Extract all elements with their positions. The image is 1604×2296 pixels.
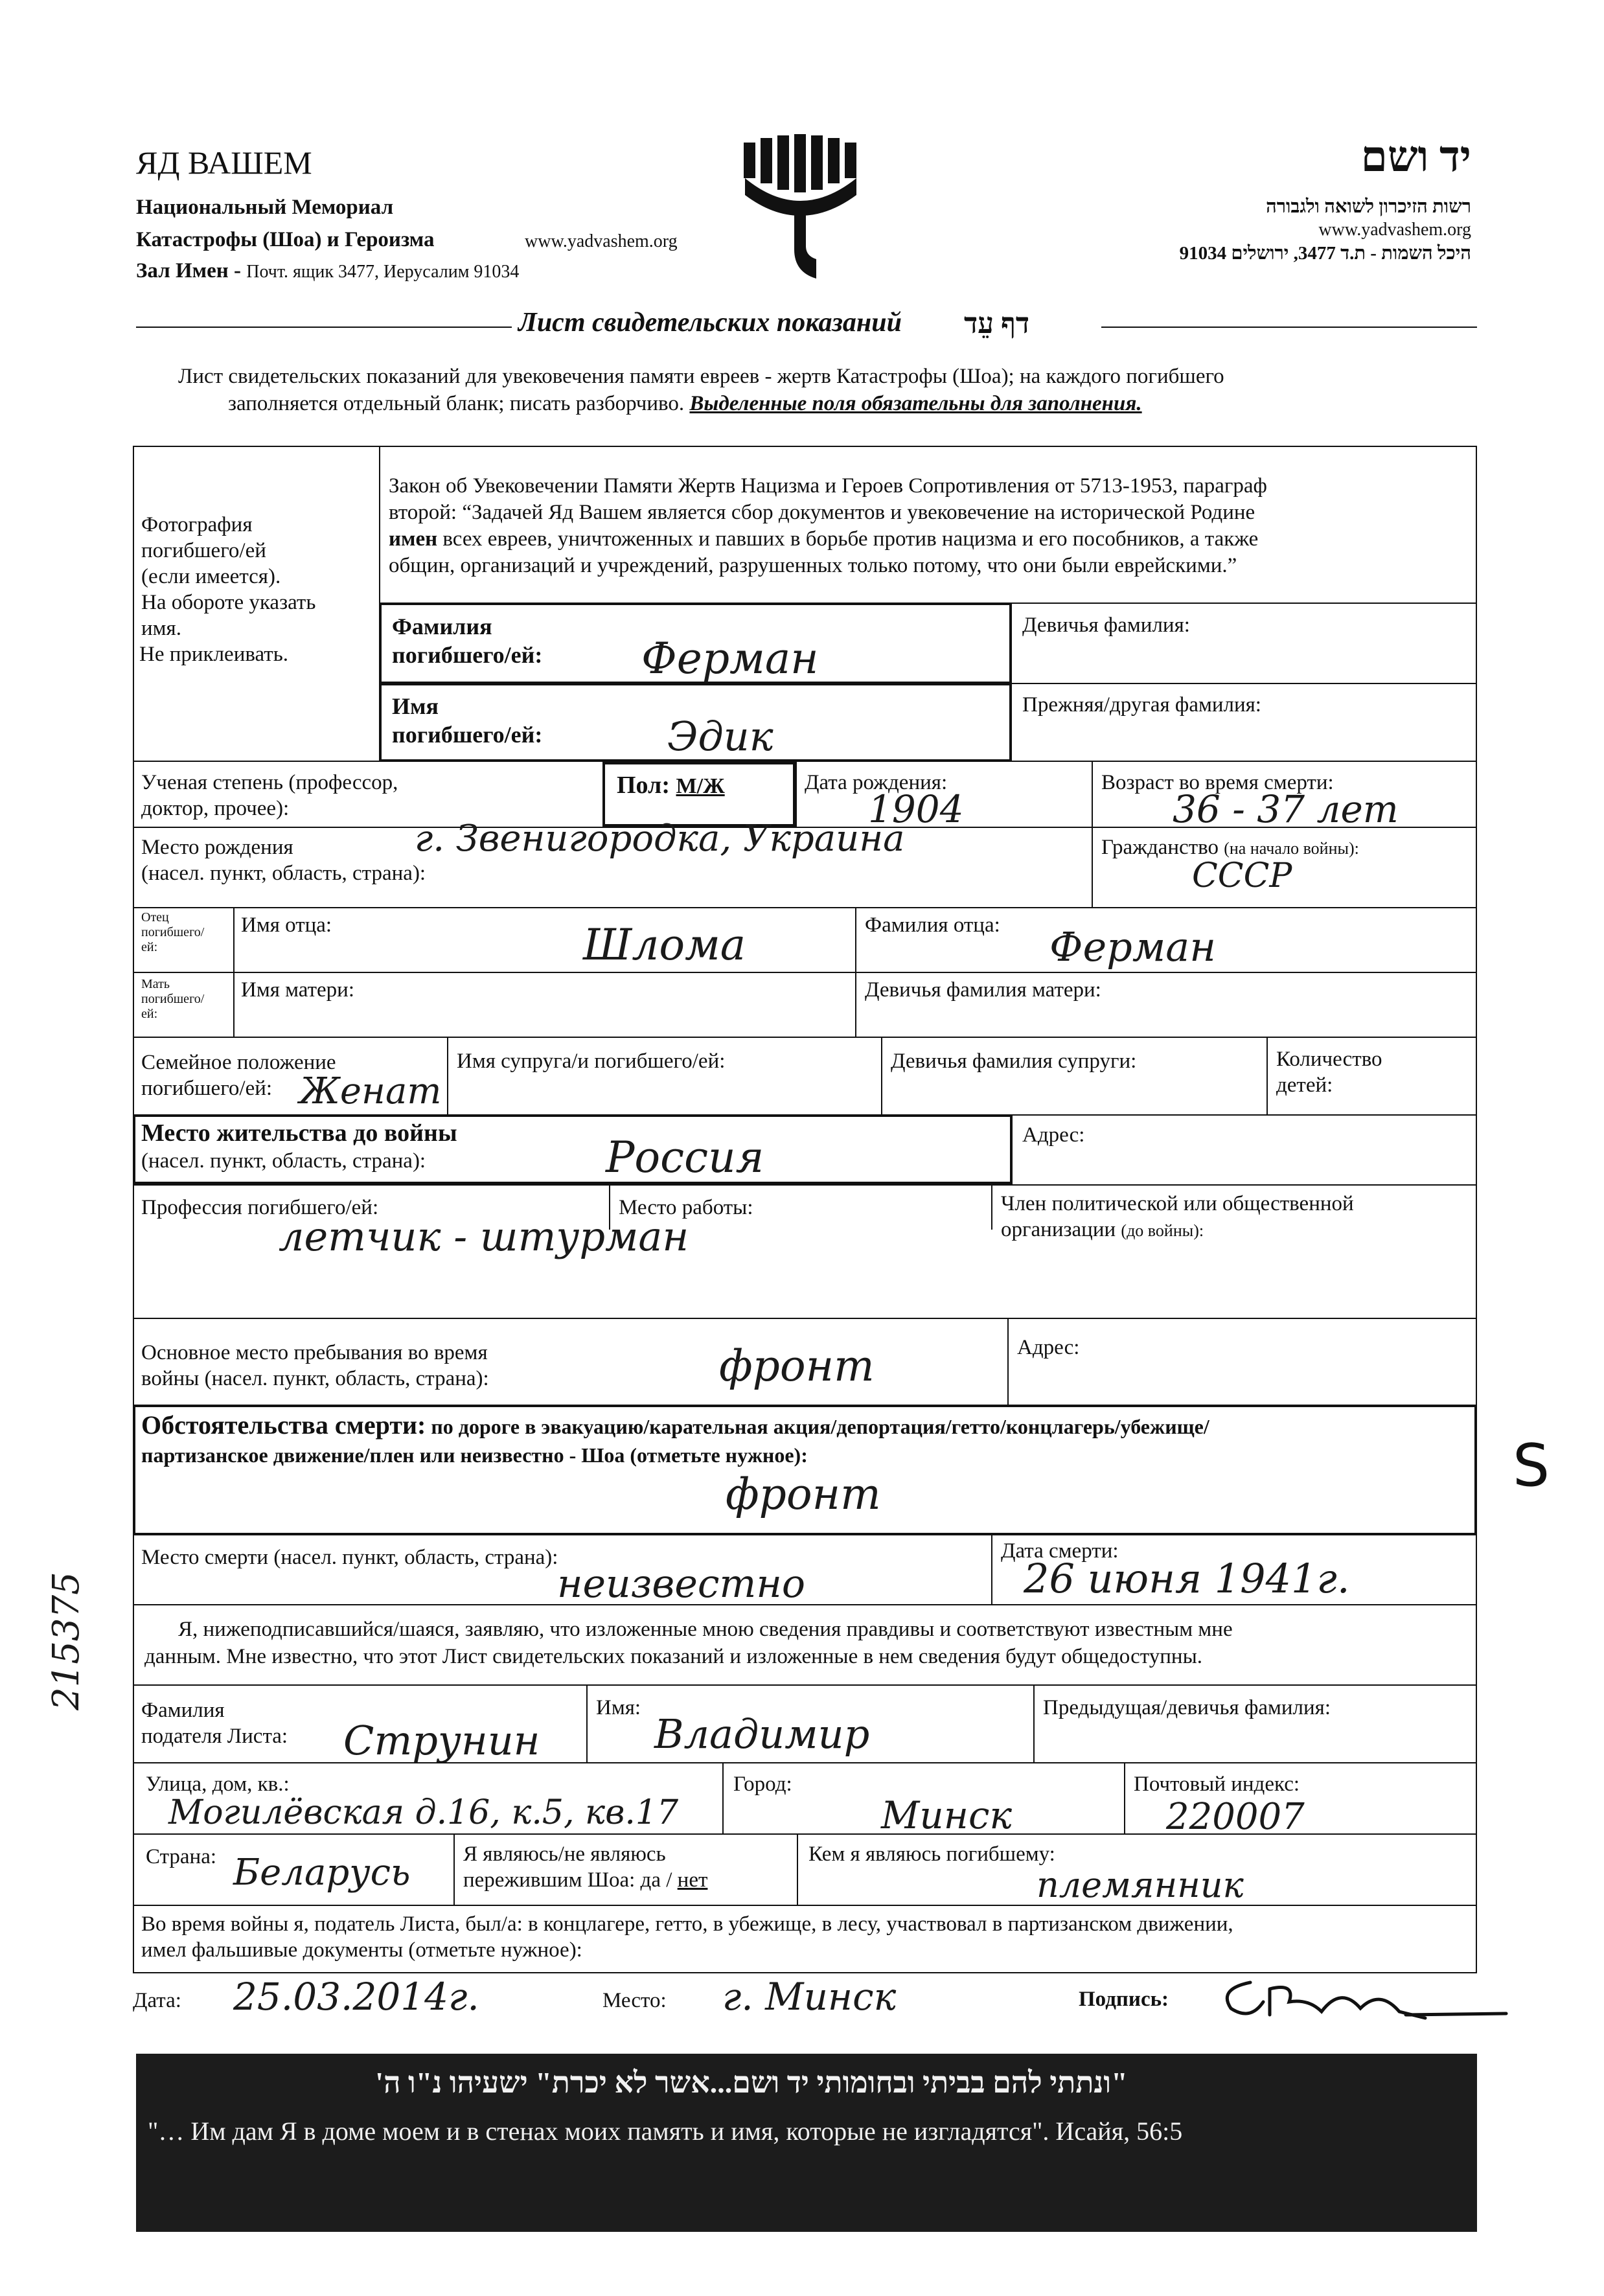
- row-rule-name-top: [1011, 683, 1477, 684]
- workplace-divider: [609, 1184, 610, 1230]
- memorial-line-1: Национальный Мемориал: [136, 196, 394, 219]
- victim-surname-label-2: погибшего/ей:: [392, 642, 543, 668]
- mother-side-1: Мать: [141, 977, 170, 991]
- zip-divider: [1124, 1762, 1125, 1833]
- footer-date-label: Дата:: [133, 1989, 181, 2012]
- memorial-line-2: Катастрофы (Шоа) и Героизма: [136, 228, 435, 251]
- row-rule-profession: [133, 1184, 1477, 1186]
- law-text: [389, 473, 1267, 579]
- wartime-address-divider: [1007, 1318, 1009, 1406]
- footer-place-label: Место:: [602, 1989, 667, 2012]
- he-line-1: רשות הזיכרון לשואה ולגבורה: [1266, 196, 1471, 217]
- death-date-label: Дата смерти:: [1001, 1539, 1119, 1563]
- father-name-value: Шлома: [583, 920, 746, 970]
- death-circ-label: Обстоятельства смерти:: [141, 1410, 426, 1440]
- row-rule-surname-top: [1011, 603, 1477, 604]
- birthplace-label-1: Место рождения: [141, 836, 293, 859]
- children-label-1: Количество: [1276, 1048, 1382, 1071]
- row-rule-family: [133, 1037, 1477, 1038]
- submitter-name-label: Имя:: [596, 1696, 641, 1719]
- zip-label: Почтовый индекс:: [1134, 1773, 1300, 1796]
- father-side-3: ей:: [141, 940, 158, 954]
- submitter-prev-divider: [1033, 1684, 1035, 1762]
- sex-field[interactable]: [617, 771, 725, 799]
- survivor-divider: [453, 1833, 455, 1905]
- law-names-bold: имен: [389, 527, 438, 551]
- member-note: (до войны):: [1121, 1221, 1204, 1240]
- workplace-label: Место работы:: [619, 1196, 753, 1219]
- intro-text: заполняется отдельный бланк; писать разборчиво.: [228, 392, 685, 415]
- quote-he: "ונתתי להם בביתי ובחומותי יד ושם...אשר לא יכרת" ישעיהו נ"ו ה': [375, 2066, 1128, 2099]
- row-rule-street: [133, 1762, 1477, 1763]
- father-side-1: Отец: [141, 910, 169, 924]
- death-circ-value: фронт: [726, 1469, 881, 1519]
- spouse-maiden-divider: [881, 1037, 882, 1114]
- row-rule-wartime: [133, 1318, 1477, 1319]
- citizenship-label-main: Гражданство: [1101, 836, 1219, 859]
- sex-value: М/Ж: [676, 774, 725, 798]
- he-address: היכל השמות - ת.ד 3477, ירושלים 91034: [1179, 243, 1471, 264]
- age-value: 36 - 37 лет: [1173, 787, 1399, 831]
- footer-signature-label: Подпись:: [1079, 1988, 1169, 2011]
- org-name-ru: ЯД ВАШЕМ: [136, 144, 312, 181]
- photo-line-1: Фотография: [141, 513, 253, 536]
- registry-number: 215375: [45, 1572, 87, 1710]
- city-value: Минск: [881, 1793, 1013, 1837]
- margin-mark: S: [1513, 1432, 1550, 1500]
- age-divider: [1092, 761, 1093, 827]
- yad-vashem-logo: [739, 133, 868, 282]
- survivor-label-2: [463, 1867, 707, 1893]
- footer-place-value: г. Минск: [722, 1975, 897, 2019]
- submitter-surname-label-2: подателя Листа:: [141, 1725, 288, 1748]
- declaration-text: [144, 1616, 1233, 1670]
- submitter-name-divider: [586, 1684, 588, 1762]
- member-label-1: Член политической или общественной: [1001, 1192, 1354, 1215]
- zip-value: 220007: [1166, 1796, 1305, 1838]
- wartime-label: [141, 1340, 489, 1392]
- hall-address: Почт. ящик 3477, Иерусалим 91034: [246, 262, 520, 282]
- submitter-prev-label: Предыдущая/девичья фамилия:: [1043, 1696, 1331, 1719]
- intro-line-2: [228, 392, 1142, 416]
- submitter-surname-value: Струнин: [343, 1717, 540, 1764]
- submitter-wartime-line-2: имел фальшивые документы (отметьте нужное):: [141, 1938, 582, 1962]
- wartime-label-2: войны (насел. пункт, область, страна):: [141, 1367, 489, 1390]
- quote-ru: "… Им дам Я в доме моем и в стенах моих память и имя, которые не изгладятся". Исайя, 56:5: [148, 2117, 1183, 2146]
- intro-mandatory: Выделенные поля обязательны для заполнения.: [689, 392, 1142, 415]
- law-line-2: второй: “Задачей Яд Вашем является сбор документов и увековечение на исторической Родине: [389, 501, 1255, 524]
- submitter-wartime-text: [141, 1911, 1233, 1963]
- marital-label-2: погибшего/ей:: [141, 1077, 273, 1100]
- survivor-yes-text: пережившим Шоа: да /: [463, 1868, 678, 1892]
- death-circumstances-text: [141, 1411, 1209, 1469]
- declaration-line-2: данным. Мне известно, что этот Лист свидетельских показаний и изложенные в нем сведения будут общедоступны.: [144, 1645, 1203, 1668]
- footer-date-value: 25.03.2014г.: [233, 1975, 479, 2019]
- death-circ-options-2: партизанское движение/плен или неизвестно - Шоа (отметьте нужное):: [141, 1443, 808, 1467]
- citizenship-value: СССР: [1192, 856, 1292, 895]
- member-divider: [991, 1184, 992, 1230]
- photo-line-6: Не приклеивать.: [139, 643, 289, 666]
- member-label-2: [1001, 1217, 1354, 1244]
- submitter-wartime-line-1: Во время войны я, податель Листа, был/а: в концлагере, гетто, в убежище, в лесу, участвовал в партизанском движении,: [141, 1912, 1233, 1936]
- death-place-label: Место смерти (насел. пункт, область, страна):: [141, 1546, 558, 1569]
- children-label-2: детей:: [1276, 1073, 1333, 1097]
- victim-prev-label: Прежняя/другая фамилия:: [1022, 693, 1261, 717]
- city-label: Город:: [733, 1773, 792, 1796]
- law-line-3: [389, 526, 1267, 553]
- relation-divider: [797, 1833, 798, 1905]
- intro-line-1: Лист свидетельских показаний для увековечения памяти евреев - жертв Катастрофы (Шоа); на каждого погибшего: [178, 365, 1224, 388]
- country-value: Беларусь: [233, 1852, 411, 1894]
- residence-label-2: (насел. пункт, область, страна):: [141, 1149, 426, 1173]
- photo-line-2: погибшего/ей: [141, 539, 266, 562]
- wartime-label-1: Основное место пребывания во время: [141, 1341, 488, 1364]
- degree-label: [141, 770, 398, 821]
- law-line-3-text: всех евреев, уничтоженных и павших в борьбе против нацизма и его пособников, а также: [437, 527, 1259, 551]
- wartime-address-label: Адрес:: [1017, 1336, 1080, 1359]
- photo-line-3: (если имеется).: [141, 565, 281, 588]
- marital-label-1: Семейное положение: [141, 1051, 336, 1074]
- photo-line-5: имя.: [141, 617, 181, 640]
- birthplace-label-2: (насел. пункт, область, страна):: [141, 862, 426, 885]
- birth-value: 1904: [868, 787, 964, 831]
- row-rule-declaration: [133, 1604, 1477, 1605]
- row-rule-mother: [133, 972, 1477, 973]
- children-divider: [1266, 1037, 1268, 1114]
- mother-side-3: ей:: [141, 1007, 158, 1021]
- citizenship-divider: [1092, 827, 1093, 908]
- declaration-line-1: Я, нижеподписавшийся/шаяся, заявляю, что изложенные мною сведения правдивы и соответствуют известным мне: [178, 1618, 1233, 1641]
- relation-label: Кем я являюсь погибшему:: [808, 1843, 1055, 1866]
- wartime-value: фронт: [719, 1341, 875, 1391]
- city-divider: [722, 1762, 724, 1833]
- hall-label: Зал Имен -: [136, 259, 242, 282]
- survivor-label-1: Я являюсь/не являюсь: [463, 1843, 666, 1866]
- victim-surname-label-1: Фамилия: [392, 614, 492, 639]
- death-date-value: 26 июня 1941г.: [1024, 1555, 1350, 1602]
- victim-name-label-1: Имя: [392, 693, 439, 719]
- member-label-2-text: организации: [1001, 1218, 1116, 1241]
- degree-label-2: доктор, прочее):: [141, 797, 290, 820]
- victim-name-label-2: погибшего/ей:: [392, 722, 543, 748]
- spouse-label: Имя супруга/и погибшего/ей:: [457, 1050, 726, 1073]
- victim-name-value: Эдик: [667, 713, 773, 760]
- photo-line-4: На обороте указать: [141, 591, 316, 614]
- victim-surname-label: [392, 612, 542, 669]
- age-label: Возраст во время смерти:: [1101, 771, 1334, 794]
- residence-value: Россия: [606, 1132, 764, 1182]
- father-side-label: [141, 910, 204, 955]
- birthplace-value: г. Звенигородка, Украина: [415, 818, 905, 860]
- profession-value: летчик - штурман: [279, 1213, 689, 1260]
- street-label: Улица, дом, кв.:: [146, 1773, 290, 1796]
- sex-label: Пол:: [617, 772, 670, 799]
- submitter-surname-label-1: Фамилия: [141, 1699, 225, 1722]
- row-rule-country: [133, 1833, 1477, 1835]
- row-rule-submitter-war: [133, 1905, 1477, 1906]
- row-rule-degree: [133, 761, 1477, 762]
- mother-side-2: погибшего/: [141, 992, 205, 1006]
- member-label: [1001, 1191, 1354, 1244]
- title-rule-right: [1101, 327, 1477, 328]
- citizenship-note: (на начало войны):: [1224, 839, 1359, 858]
- birthplace-label: [141, 834, 426, 886]
- relation-value: племянник: [1037, 1865, 1244, 1905]
- street-value: Могилёвская д.16, к.5, кв.17: [168, 1793, 679, 1832]
- mother-name-label: Имя матери:: [241, 978, 354, 1002]
- signature: [1211, 1963, 1509, 2034]
- death-circ-options-1: по дороге в эвакуацию/карательная акция/депортация/гетто/концлагерь/убежище/: [431, 1415, 1209, 1438]
- death-circ-line-1: [141, 1411, 1209, 1441]
- death-place-value: неизвестно: [557, 1561, 805, 1607]
- residence-label-1: Место жительства до войны: [141, 1119, 457, 1147]
- title-rule-left: [136, 327, 512, 328]
- row-rule-father: [133, 907, 1477, 908]
- row-rule-submitter: [133, 1684, 1477, 1686]
- residence-label: [141, 1118, 457, 1174]
- spouse-divider: [447, 1037, 448, 1114]
- victim-maiden-label: Девичья фамилия:: [1022, 614, 1190, 637]
- victim-name-label: [392, 692, 542, 749]
- death-date-divider: [991, 1535, 992, 1604]
- birth-label: Дата рождения:: [805, 771, 948, 794]
- survivor-label: [463, 1841, 707, 1893]
- submitter-surname-label: [141, 1697, 288, 1749]
- form-title-he: דף עֵד: [964, 308, 1030, 339]
- residence-address-label: Адрес:: [1022, 1123, 1085, 1147]
- law-line-1: Закон об Увековечении Памяти Жертв Нацизма и Героев Сопротивления от 5713-1953, параграф: [389, 474, 1267, 498]
- country-label: Страна:: [146, 1845, 217, 1868]
- website-left: www.yadvashem.org: [525, 231, 678, 251]
- profession-label: Профессия погибшего/ей:: [141, 1196, 379, 1219]
- form-title-ru: Лист свидетельских показаний: [518, 308, 902, 338]
- children-label: [1276, 1046, 1382, 1098]
- law-line-4: общин, организаций и учреждений, разрушенных только потому, что они были еврейскими.”: [389, 554, 1237, 577]
- mother-side-label: [141, 977, 204, 1022]
- father-side-2: погибшего/: [141, 925, 205, 939]
- spouse-maiden-label: Девичья фамилия супруги:: [891, 1050, 1137, 1073]
- degree-label-1: Ученая степень (профессор,: [141, 771, 398, 794]
- marital-value: Женат: [299, 1070, 442, 1112]
- mother-maiden-label: Девичья фамилия матери:: [865, 978, 1101, 1002]
- website-right: www.yadvashem.org: [1318, 220, 1471, 240]
- father-surname-value: Ферман: [1049, 923, 1217, 970]
- org-name-he: יד ושם: [1360, 133, 1471, 181]
- survivor-no[interactable]: нет: [677, 1868, 708, 1892]
- father-name-label: Имя отца:: [241, 913, 332, 937]
- victim-surname-value: Ферман: [641, 634, 819, 683]
- birth-divider: [796, 761, 797, 827]
- submitter-name-value: Владимир: [654, 1710, 870, 1758]
- hall-of-names: [136, 258, 519, 285]
- photo-instructions: [141, 512, 315, 641]
- father-surname-label: Фамилия отца:: [865, 913, 1000, 937]
